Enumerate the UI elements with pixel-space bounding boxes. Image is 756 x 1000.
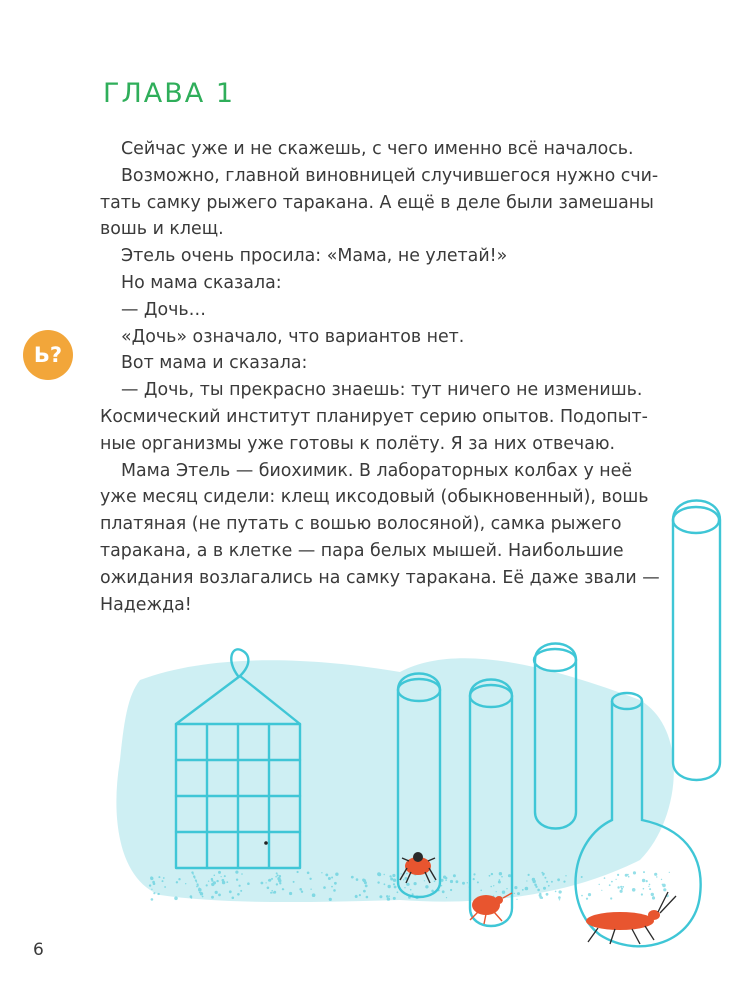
text-line: уже месяц сидели: клещ иксодовый (обыкновенный), вошь [100, 487, 649, 508]
text-line: Мама Этель — биохимик. В лабораторных колбах у неё [121, 460, 633, 481]
chapter-title: ГЛАВА 1 [103, 78, 235, 109]
text-line: ожидания возлагались на самку таракана. Её даже звали — [100, 567, 660, 588]
text-line: платяная (не путать с вошью волосяной), самка рыжего [100, 514, 622, 535]
test-tube-icon [673, 501, 720, 781]
text-line: тать самку рыжего таракана. А ещё в деле были замешаны [100, 192, 654, 213]
text-line: вошь и клещ. [100, 219, 224, 240]
page-number: 6 [33, 940, 44, 960]
cockroach-icon [586, 892, 676, 944]
text-line: «Дочь» означало, что вариантов нет. [121, 326, 465, 347]
text-line: — Дочь, ты прекрасно знаешь: тут ничего не изменишь. [121, 380, 643, 401]
text-line: Вот мама и сказала: [121, 353, 308, 374]
blue-wash [116, 658, 673, 902]
badge-icon: Ь? [23, 330, 73, 380]
text-line: таракана, а в клетке — пара белых мышей. Наибольшие [100, 540, 624, 561]
text-line: ные организмы уже готовы к полёту. Я за них отвечаю. [100, 433, 616, 454]
text-line: Этель очень просила: «Мама, не улетай!» [121, 246, 508, 267]
text-line: Надежда! [100, 594, 192, 615]
text-line: Возможно, главной виновницей случившегося нужно счи- [121, 165, 659, 186]
text-line: Сейчас уже и не скажешь, с чего именно всё началось. [121, 139, 634, 159]
text-line: Космический институт планирует серию опытов. Подопыт- [100, 406, 648, 427]
text-line: Но мама сказала: [121, 272, 282, 293]
text-line: — Дочь… [121, 299, 207, 320]
